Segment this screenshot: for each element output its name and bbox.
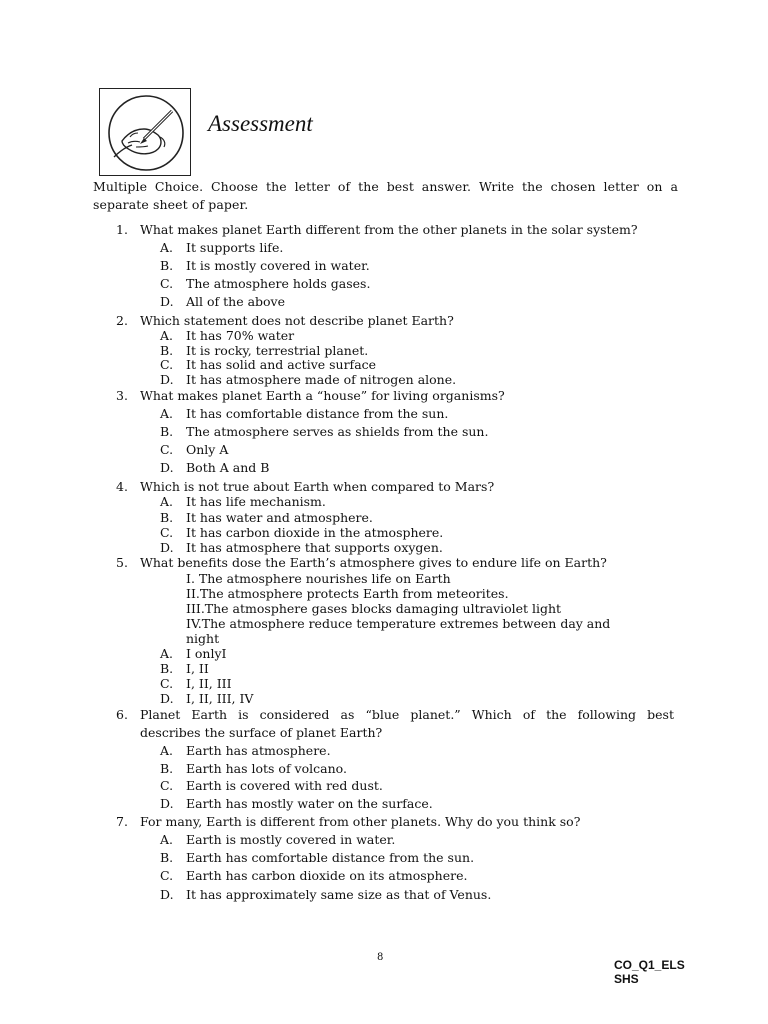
- option-text: Earth has comfortable distance from the sun.: [186, 850, 475, 865]
- instructions: Multiple Choice. Choose the letter of the best answer. Write the chosen letter on a separate sheet of paper.: [93, 179, 678, 212]
- option-text: Earth has carbon dioxide on its atmosphere.: [186, 868, 468, 883]
- roman-statement: night: [186, 631, 220, 646]
- option-letter: D.: [160, 540, 174, 555]
- option-letter: C.: [160, 868, 174, 883]
- assessment-logo: [99, 88, 191, 176]
- option-letter: D.: [160, 372, 174, 387]
- page-number: 8: [377, 952, 384, 963]
- option-letter: C.: [160, 276, 174, 291]
- option-text: Both A and B: [186, 460, 270, 475]
- option-text: It has solid and active surface: [186, 357, 377, 372]
- option-letter: B.: [160, 850, 174, 865]
- option-text: It has comfortable distance from the sun.: [186, 406, 449, 421]
- roman-statement: IV.The atmosphere reduce temperature extremes between day and: [186, 616, 611, 631]
- question-text: What makes planet Earth different from the other planets in the solar system?: [140, 222, 638, 237]
- option-text: I, II, III: [186, 676, 232, 691]
- question-text: Which statement does not describe planet Earth?: [140, 313, 454, 328]
- option-letter: B.: [160, 258, 174, 273]
- hand-writing-icon: [100, 89, 192, 177]
- question-number: 4.: [116, 479, 128, 494]
- option-text: Earth is covered with red dust.: [186, 778, 383, 793]
- option-letter: D.: [160, 460, 174, 475]
- option-letter: D.: [160, 691, 174, 706]
- option-letter: D.: [160, 887, 174, 902]
- question-text: What benefits dose the Earth’s atmosphere gives to endure life on Earth?: [140, 555, 607, 570]
- option-letter: A.: [160, 832, 174, 847]
- footer-code-line: CO_Q1_ELS: [614, 958, 685, 972]
- option-letter: A.: [160, 328, 174, 343]
- option-text: All of the above: [186, 294, 286, 309]
- option-text: Only A: [186, 442, 229, 457]
- roman-statement: I. The atmosphere nourishes life on Earth: [186, 571, 451, 586]
- question-number: 6.: [116, 707, 128, 722]
- option-letter: B.: [160, 661, 174, 676]
- question-text: What makes planet Earth a “house” for living organisms?: [140, 388, 505, 403]
- question-number: 7.: [116, 814, 128, 829]
- footer-code-line: SHS: [614, 972, 639, 984]
- option-text: Earth has mostly water on the surface.: [186, 796, 433, 811]
- option-text: It has carbon dioxide in the atmosphere.: [186, 525, 444, 540]
- page-title: Assessment: [208, 111, 313, 136]
- question-text: Which is not true about Earth when compared to Mars?: [140, 479, 495, 494]
- question-text: Planet Earth is considered as “blue planet.” Which of the following best: [140, 707, 674, 722]
- option-text: It has life mechanism.: [186, 494, 326, 509]
- question-number: 5.: [116, 555, 128, 570]
- question-number: 3.: [116, 388, 128, 403]
- option-text: Earth has atmosphere.: [186, 743, 331, 758]
- option-text: The atmosphere holds gases.: [186, 276, 371, 291]
- option-letter: B.: [160, 510, 174, 525]
- option-text: It has water and atmosphere.: [186, 510, 373, 525]
- option-text: I, II: [186, 661, 209, 676]
- option-letter: C.: [160, 357, 174, 372]
- option-text: Earth has lots of volcano.: [186, 761, 347, 776]
- roman-statement: II.The atmosphere protects Earth from meteorites.: [186, 586, 509, 601]
- option-text: I onlyI: [186, 646, 227, 661]
- option-text: It has atmosphere made of nitrogen alone.: [186, 372, 457, 387]
- option-letter: D.: [160, 294, 174, 309]
- option-letter: A.: [160, 240, 174, 255]
- option-letter: A.: [160, 743, 174, 758]
- option-letter: C.: [160, 525, 174, 540]
- footer-code: [614, 958, 714, 984]
- option-letter: A.: [160, 646, 174, 661]
- option-letter: A.: [160, 494, 174, 509]
- option-letter: C.: [160, 442, 174, 457]
- option-text: It is rocky, terrestrial planet.: [186, 343, 369, 358]
- option-letter: B.: [160, 761, 174, 776]
- option-letter: C.: [160, 676, 174, 691]
- option-text: It has atmosphere that supports oxygen.: [186, 540, 443, 555]
- question-number: 1.: [116, 222, 128, 237]
- option-text: Earth is mostly covered in water.: [186, 832, 396, 847]
- roman-statement: III.The atmosphere gases blocks damaging ultraviolet light: [186, 601, 562, 616]
- option-letter: C.: [160, 778, 174, 793]
- question-text-continued: describes the surface of planet Earth?: [140, 725, 383, 740]
- option-letter: D.: [160, 796, 174, 811]
- option-text: I, II, III, IV: [186, 691, 254, 706]
- option-letter: B.: [160, 424, 174, 439]
- option-text: It has approximately same size as that of Venus.: [186, 887, 492, 902]
- option-text: The atmosphere serves as shields from the sun.: [186, 424, 489, 439]
- question-number: 2.: [116, 313, 128, 328]
- option-letter: A.: [160, 406, 174, 421]
- option-text: It has 70% water: [186, 328, 295, 343]
- option-text: It supports life.: [186, 240, 284, 255]
- option-letter: B.: [160, 343, 174, 358]
- question-text: For many, Earth is different from other planets. Why do you think so?: [140, 814, 581, 829]
- option-text: It is mostly covered in water.: [186, 258, 370, 273]
